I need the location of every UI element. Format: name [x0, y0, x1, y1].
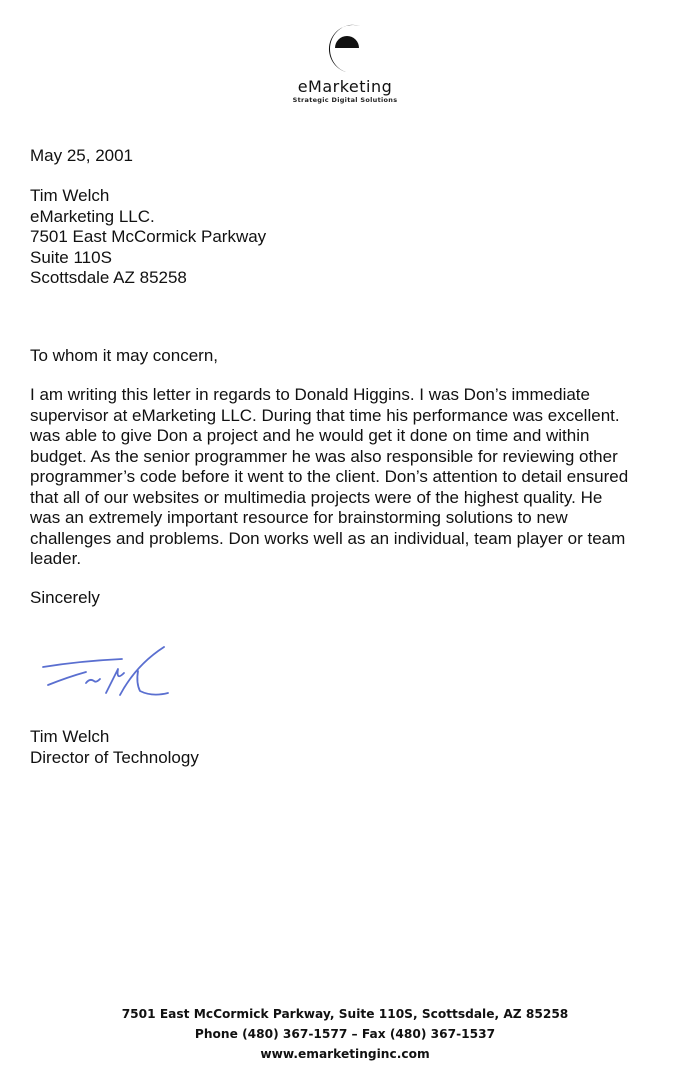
letter-date: May 25, 2001: [30, 146, 134, 165]
footer-contact: Phone (480) 367-1577 – Fax (480) 367-1537: [194, 1027, 496, 1041]
body-line: I am writing this letter in regards to Donald Higgins. I was Don’s immediate: [30, 385, 590, 404]
body-line: was an extremely important resource for brainstorming solutions to new: [30, 508, 568, 527]
body-line: was able to give Don a project and he would get it done on time and within: [30, 426, 590, 445]
body-line: supervisor at eMarketing LLC. During that time his performance was excellent.: [30, 405, 620, 425]
company-tagline: Strategic Digital Solutions: [292, 96, 398, 104]
recipient-address: [30, 186, 266, 289]
body-line: challenges and problems. Don works well as an individual, team player or team: [30, 528, 626, 548]
signature-icon: [40, 645, 180, 705]
company-logo-icon: [316, 18, 374, 76]
recipient-city-state-zip: Scottsdale AZ 85258: [30, 268, 187, 287]
signer-name: Tim Welch: [30, 727, 110, 746]
body-line: programmer’s code before it went to the client. Don’s attention to detail ensured: [30, 467, 629, 486]
salutation: To whom it may concern,: [30, 346, 219, 365]
letter-body: [30, 385, 675, 570]
letterhead: [0, 18, 690, 104]
body-line: budget. As the senior programmer he was also responsible for reviewing other: [30, 446, 618, 466]
letterhead-footer: [0, 1004, 690, 1064]
company-name: eMarketing: [297, 77, 393, 96]
body-line: leader.: [30, 549, 82, 568]
recipient-street: 7501 East McCormick Parkway: [30, 227, 267, 246]
footer-address: 7501 East McCormick Parkway, Suite 110S, Scottsdale, AZ 85258: [121, 1007, 569, 1021]
recipient-company: eMarketing LLC.: [30, 206, 155, 226]
signer-block: [30, 727, 199, 768]
recipient-suite: Suite 110S: [30, 247, 112, 267]
closing: Sincerely: [30, 588, 100, 607]
recipient-name: Tim Welch: [30, 186, 110, 205]
footer-website: www.emarketinginc.com: [260, 1047, 430, 1061]
signer-title: Director of Technology: [30, 747, 199, 767]
body-line: that all of our websites or multimedia projects were of the highest quality. He: [30, 487, 603, 507]
